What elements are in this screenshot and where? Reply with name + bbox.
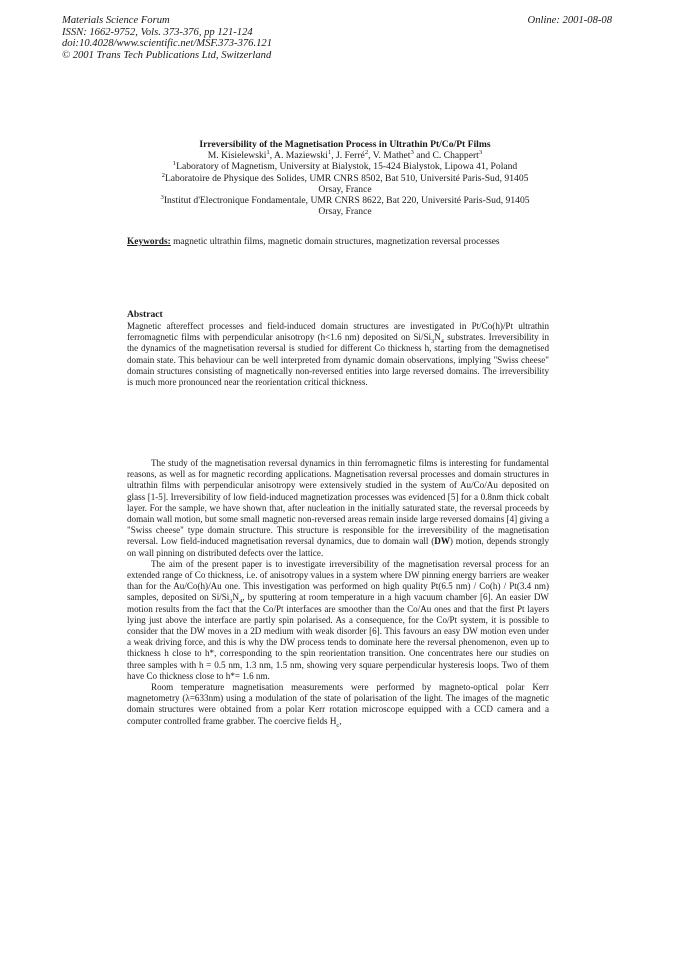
subscript: 4 [440, 338, 444, 346]
author: , A. Maziewski [269, 150, 328, 162]
abstract-part: Magnetic aftereffect processes and field-induced domain structures are investigated in Pt/Co(h)/Pt ultrathin ferromagnetic films with perpendicular anisotropy (h<1.6 nm) deposited on Si/Si [127, 321, 549, 343]
author: , V. Mathet [368, 150, 411, 162]
author: M. Kisielewski [207, 150, 267, 162]
affiliation-2-cont: Orsay, France [318, 183, 372, 195]
paragraph-1 [127, 458, 549, 559]
keywords-text: magnetic ultrathin films, magnetic domain structures, magnetization reversal processes [170, 237, 500, 247]
journal-header [62, 15, 272, 61]
affiliation-text: Laboratory of Magnetism, University at Bialystok, 15-424 Bialystok, Lipowa 41, Poland [176, 161, 518, 173]
online-date: Online: 2001-08-08 [527, 15, 612, 26]
title-block [110, 139, 580, 217]
copyright-line: © 2001 Trans Tech Publications Ltd, Switzerland [62, 49, 272, 61]
affiliation-1 [110, 161, 580, 172]
author-list [110, 150, 580, 161]
keywords-label: Keywords: [127, 237, 171, 247]
affiliation-mark: 3 [160, 193, 164, 201]
journal-name: Materials Science Forum [62, 15, 170, 26]
text-run: Room temperature magnetisation measurements were performed by magneto-optical polar Kerr magnetometry (λ=633nm) using a modulation of the state of polarisation of the light. The images of the magnetic domain structures were obtained from a polar Kerr rotation microscope equipped with a CCD camera and a computer controlled frame grabber. The coercive fields H [127, 682, 549, 726]
main-text [127, 458, 549, 727]
affiliation-mark: 1 [172, 160, 177, 168]
abstract-text [127, 321, 549, 388]
affiliation-mark: 1 [327, 149, 332, 157]
affiliation-mark: 2 [364, 149, 369, 157]
issn-line: ISSN: 1662-9752, Vols. 373-376, pp 121-124 [62, 26, 253, 38]
affiliation-2 [110, 173, 580, 184]
abstract-heading: Abstract [127, 309, 163, 320]
paragraph-3 [127, 682, 549, 727]
subscript: 4 [239, 598, 243, 606]
affiliation-mark: 3 [478, 149, 483, 157]
abstract-part: N [434, 332, 441, 343]
subscript: 3 [229, 598, 233, 606]
affiliation-3 [110, 195, 580, 206]
paragraph-2 [127, 559, 549, 682]
text-run: , by sputtering at room temperature in a high vacuum chamber [6]. An easier DW motion results from the fact that the Co/Pt interfaces are smoother than the Co/Au ones and that the first Pt layers lying just above the interface are partly spin polarised. As a consequence, for the Co/Pt system, it is possible to consider that the DW moves in a 2D medium with weak disorder [6]. This favours an easy DW motion even under a weak driving force, and this is why the DW process tends to dominate here the reversal phenomenon, even up to thickness h close to h*, corresponding to the spin reorientation transition. One concentrates here our studies on three samples with h = 0.5 nm, 1.3 nm, 1.5 nm, showing very square perpendicular hysteresis loops. Two of them have Co thickness close to h*= 1.6 nm. [127, 592, 549, 681]
text-run: The study of the magnetisation reversal dynamics in thin ferromagnetic films is interesting for fundamental reasons, as well as for magnetic recording applications. Magnetisation reversal processes and domain structures in ultrathin films with perpendicular anisotropy were extensively studied in the system of Au/Co/Au deposited on glass [1-5]. Irreversibility of low field-induced magnetization processes was evidenced [5] for a 0.8nm thick cobalt layer. For the sample, we have shown that, after nucleation in the initially saturated state, the reversal proceeds by domain wall motion, but some small magnetic non-reversed areas remain inside large reversed domains [4] giving a "Swiss cheese" type domain structure. This structure is responsible for the irreversibility of the magnetisation reversal. Low field-induced magnetisation reversal dynamics, due to domain wall ( [127, 458, 549, 547]
doi-link[interactable]: doi:10.4028/www.scientific.net/MSF.373-376.121 [62, 38, 272, 50]
text-run: N [232, 592, 240, 603]
subscript: c [336, 721, 340, 729]
author: and C. Chappert [413, 150, 479, 162]
author: , J. Ferré [331, 150, 365, 162]
affiliation-mark: 1 [266, 149, 270, 157]
abstract-part: substrates. Irreversibility in the dynamics of the magnetisation reversal is studied for different Co thickness h, starting from the demagnetised domain state. This behaviour can be well interpreted from dynamic domain observations, implying "Swiss cheese" domain structures consisting of magnetically non-reversed entities into large reversed domains. The irreversibility is much more pronounced near the reorientation critical thickness. [127, 332, 550, 388]
paper-title: Irreversibility of the Magnetisation Process in Ultrathin Pt/Co/Pt Films [199, 139, 491, 150]
text-run: The aim of the present paper is to investigate irreversibility of the magnetisation reversal process for an extended range of Co thickness, i.e. of anisotropy values in a system where DW pinning energy barriers are weaker than for the Au/Co(h)/Au one. This investigation was performed on high quality Pt(6.5 nm) / Co(h) / Pt(3.4 nm) samples, deposited on Si/Si [127, 558, 549, 603]
subscript: 3 [431, 338, 435, 346]
dw-abbrev: DW [434, 536, 450, 547]
text-run: , [339, 715, 342, 726]
affiliation-text: Laboratoire de Physique des Solides, UMR CNRS 8502, Bat 510, Université Paris-Sud, 91405 [164, 172, 529, 184]
affiliation-mark: 2 [161, 171, 165, 179]
keywords [127, 237, 577, 248]
text-run: ) motion, depends strongly on wall pinning on distributed defects over the lattice. [127, 536, 549, 558]
affiliation-text: Institut d'Electronique Fondamentale, UMR CNRS 8622, Bat 220, Université Paris-Sud, 91405 [163, 195, 530, 207]
affiliation-mark: 3 [410, 149, 414, 157]
affiliation-3-cont: Orsay, France [318, 206, 372, 218]
